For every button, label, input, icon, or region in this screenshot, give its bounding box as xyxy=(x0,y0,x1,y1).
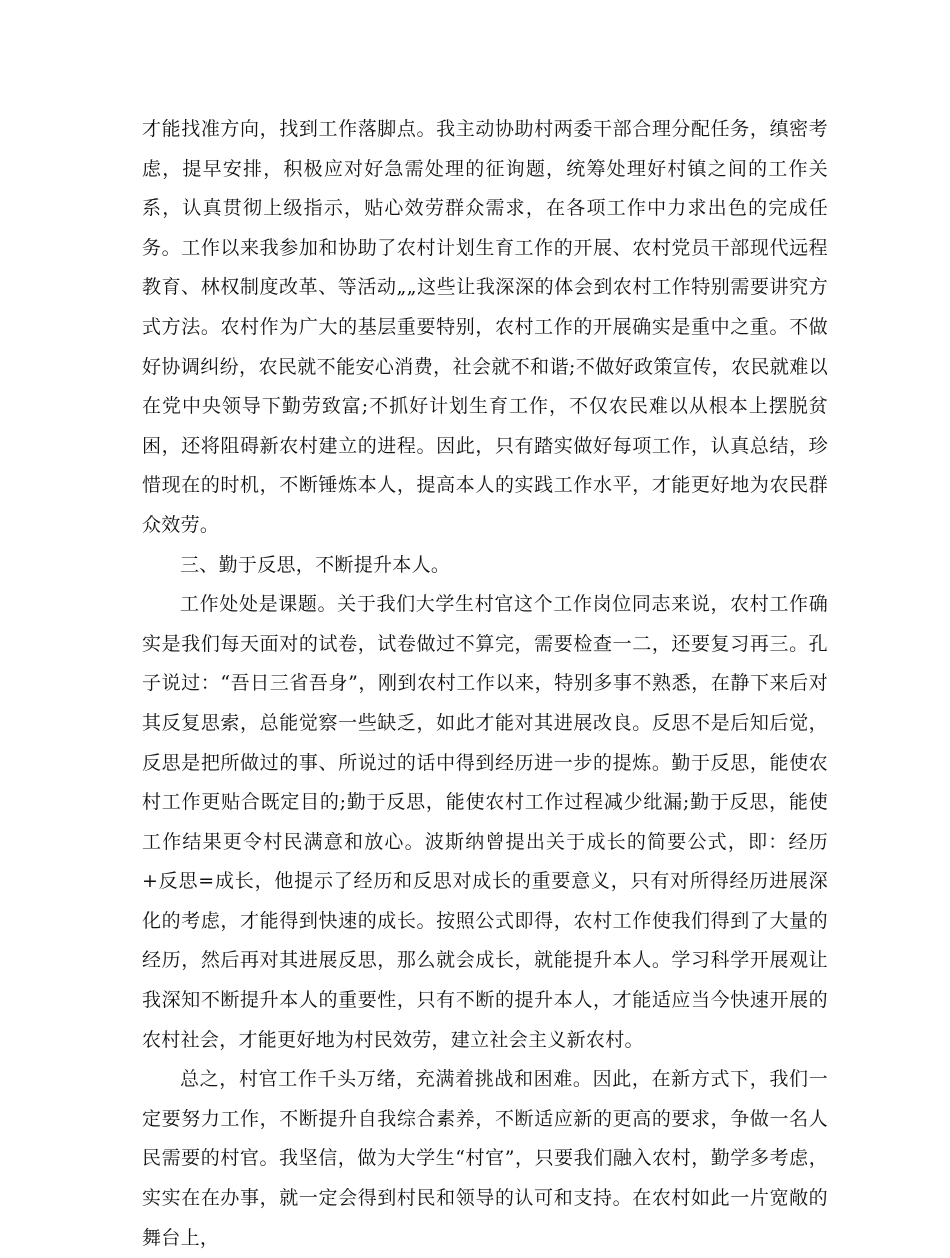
paragraph-conclusion: 总之，村官工作千头万绪，充满着挑战和困难。因此，在新方式下，我们一定要努力工作，不断提升自我综合素养，不断适应新的更高的要求，争做一名人民需要的村官。我坚信，做为大学生“村官”，只要我们融入农村，勤学多考虑，实实在在办事，就一定会得到村民和领导的认可和支持。在农村如此一片宽敞的舞台上， xyxy=(142,1068,828,1249)
paragraph-continued: 才能找准方向，找到工作落脚点。我主动协助村两委干部合理分配任务，缜密考虑，提早安排，积极应对好急需处理的征询题，统筹处理好村镇之间的工作关系，认真贯彻上级指示，贴心效劳群众需求，在各项工作中力求出色的完成任务。工作以来我参加和协助了农村计划生育工作的开展、农村党员干部现代远程教育、林权制度改革、等活动„„这些让我深深的体会到农村工作特别需要讲究方式方法。农村作为广大的基层重要特别，农村工作的开展确实是重中之重。不做好协调纠纷，农民就不能安心消费，社会就不和谐;不做好政策宣传，农民就难以在党中央领导下勤劳致富;不抓好计划生育工作，不仅农民难以从根本上摆脱贫困，还将阻碍新农村建立的进程。因此，只有踏实做好每项工作，认真总结，珍惜现在的时机，不断锤炼本人，提高本人的实践工作水平，才能更好地为农民群众效劳。 xyxy=(142,118,828,536)
section-heading-3: 三、勤于反思，不断提升本人。 xyxy=(180,553,451,576)
document-body xyxy=(142,110,828,1258)
paragraph-reflection: 工作处处是课题。关于我们大学生村官这个工作岗位同志来说，农村工作确实是我们每天面对的试卷，试卷做过不算完，需要检查一二，还要复习再三。孔子说过：“吾日三省吾身”，刚到农村工作以来，特别多事不熟悉，在静下来后对其反复思索，总能觉察一些缺乏，如此才能对其进展改良。反思不是后知后觉，反思是把所做过的事、所说过的话中得到经历进一步的提炼。勤于反思，能使农村工作更贴合既定目的;勤于反思，能使农村工作过程减少纰漏;勤于反思，能使工作结果更令村民满意和放心。波斯纳曾提出关于成长的简要公式，即：经历+反思=成长，他提示了经历和反思对成长的重要意义，只有对所得经历进展深化的考虑，才能得到快速的成长。按照公式即得，农村工作使我们得到了大量的经历，然后再对其进展反思，那么就会成长，就能提升本人。学习科学开展观让我深知不断提升本人的重要性，只有不断的提升本人，才能适应当今快速开展的农村社会，才能更好地为村民效劳，建立社会主义新农村。 xyxy=(142,593,828,1051)
